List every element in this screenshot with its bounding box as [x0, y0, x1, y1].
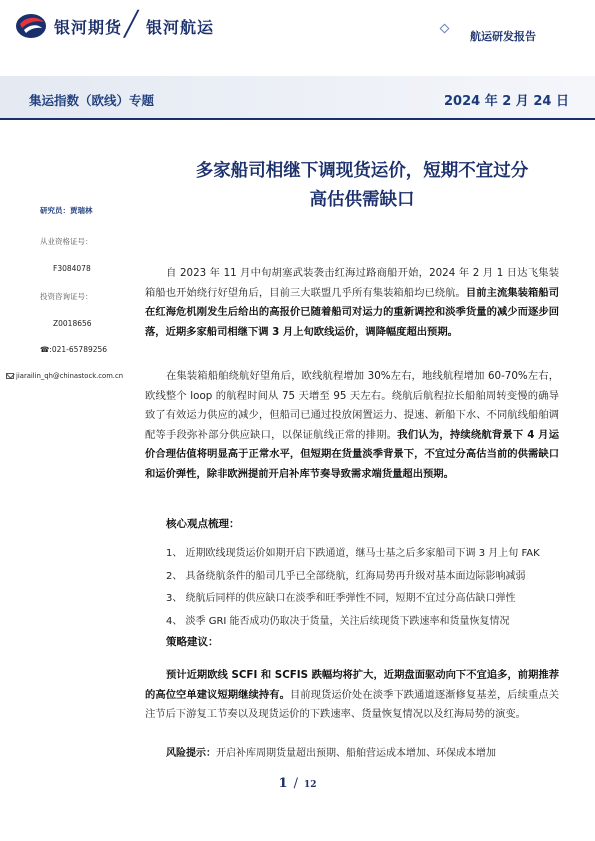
core-views-list — [166, 544, 566, 634]
qualification-label: 从业资格证号： — [40, 237, 93, 246]
brand-secondary: 银河航运 — [146, 18, 215, 37]
analyst-email-row[interactable] — [6, 372, 123, 380]
advisory-number: Z0018656 — [53, 319, 92, 328]
analyst-name: 研究员：贾瑞林 — [40, 206, 93, 215]
strategy-emphasis: 预计近期欧线 SCFI 和 SCFIS 跌幅均将扩大，近期盘面驱动向下不宜追多，前期推荐的高位空单建议短期继续持有。 — [145, 669, 559, 701]
strategy-text: 目前现货运价处在淡季下跌通道逐渐修复基差，后续重点关注节后下游复工节奏以及现货运价的下跌速率、货量恢复情况以及红海局势的演变。 — [145, 688, 560, 720]
mail-icon — [6, 373, 14, 379]
report-date: 2024 年 2 月 24 日 — [444, 94, 569, 109]
page-current: 1 — [278, 776, 288, 791]
risk-text: 开启补库周期货量超出预期、船舶营运成本增加、环保成本增加 — [216, 748, 496, 759]
page-number — [0, 772, 595, 791]
strategy-paragraph — [145, 666, 559, 725]
page-separator: / — [293, 776, 298, 791]
core-views-heading: 核心观点梳理： — [166, 518, 240, 530]
paragraph-1-text: 自 2023 年 11 月中旬胡塞武装袭击红海过路商船开始，2024 年 2 月 1 日达飞集装箱船也开始绕行好望角后，目前三大联盟几乎所有集装箱船均已绕航。 — [145, 267, 559, 299]
topic-title: 集运指数（欧线）专题 — [29, 93, 155, 108]
list-item: 3、 绕航后同样的供应缺口在淡季和旺季弹性不同，短期不宜过分高估缺口弹性 — [166, 593, 516, 604]
analyst-phone: ☎:021-65789256 — [40, 345, 108, 354]
topic-divider — [0, 118, 595, 120]
paragraph-2-text: 在集装箱船舶绕航好望角后，欧线航程增加 30%左右，地线航程增加 60-70%左右，欧线整个 loop 的航程时间从 75 天增至 95 天左右。绕航后航程拉长船舶周转变慢的确导致了有效运力供应的减少，但船司已通过投放闲置运力、提速、新船下水、不同航线船舶调配等手段弥补部分供应缺口，以保证航线正常的排期。 — [145, 370, 559, 441]
paragraph-2 — [145, 367, 559, 484]
diamond-icon — [440, 24, 450, 34]
headline-line-2: 高估供需缺口 — [309, 190, 415, 210]
risk-label: 风险提示： — [166, 748, 216, 759]
advisory-label: 投资咨询证号： — [40, 292, 93, 301]
list-item: 2、 具备绕航条件的船司几乎已全部绕航，红海局势再升级对基本面边际影响减弱 — [166, 570, 526, 582]
qualification-number: F3084078 — [53, 264, 91, 273]
list-item: 4、 淡季 GRI 能否成功仍取决于货量，关注后续现货下跌速率和货量恢复情况 — [166, 615, 510, 627]
list-item: 1、 近期欧线现货运价如期开启下跌通道，继马士基之后多家船司下调 3 月上旬 FAK — [166, 548, 540, 559]
report-type: 航运研发报告 — [470, 30, 536, 43]
paragraph-1 — [145, 264, 559, 342]
risk-notice — [166, 744, 496, 759]
strategy-heading: 策略建议： — [166, 636, 219, 648]
brand-divider: ╱ — [124, 10, 139, 38]
brand-primary: 银河期货 — [54, 18, 123, 37]
page-total: 12 — [303, 780, 317, 790]
headline-line-1: 多家船司相继下调现货运价，短期不宜过分 — [195, 161, 529, 181]
headline — [160, 157, 564, 215]
galaxy-logo-icon — [14, 12, 48, 40]
paragraph-2-emphasis: 我们认为，持续绕航背景下 4 月运价合理估值将明显高于正常水平，但短期在货量淡季背景下，不宜过分高估当前的供需缺口和运价弹性，除非欧洲提前开启补库节奏导致需求端货量超出预期。 — [145, 428, 559, 480]
paragraph-1-emphasis: 目前主流集装箱船司在红海危机刚发生后给出的高报价已随着船司对运力的重新调控和淡季货量的减少而逐步回落，近期多家船司相继下调 3 月上旬欧线运价，调降幅度超出预期。 — [145, 286, 559, 338]
analyst-email[interactable]: jiarailin_qh@chinastock.com.cn — [16, 372, 124, 380]
